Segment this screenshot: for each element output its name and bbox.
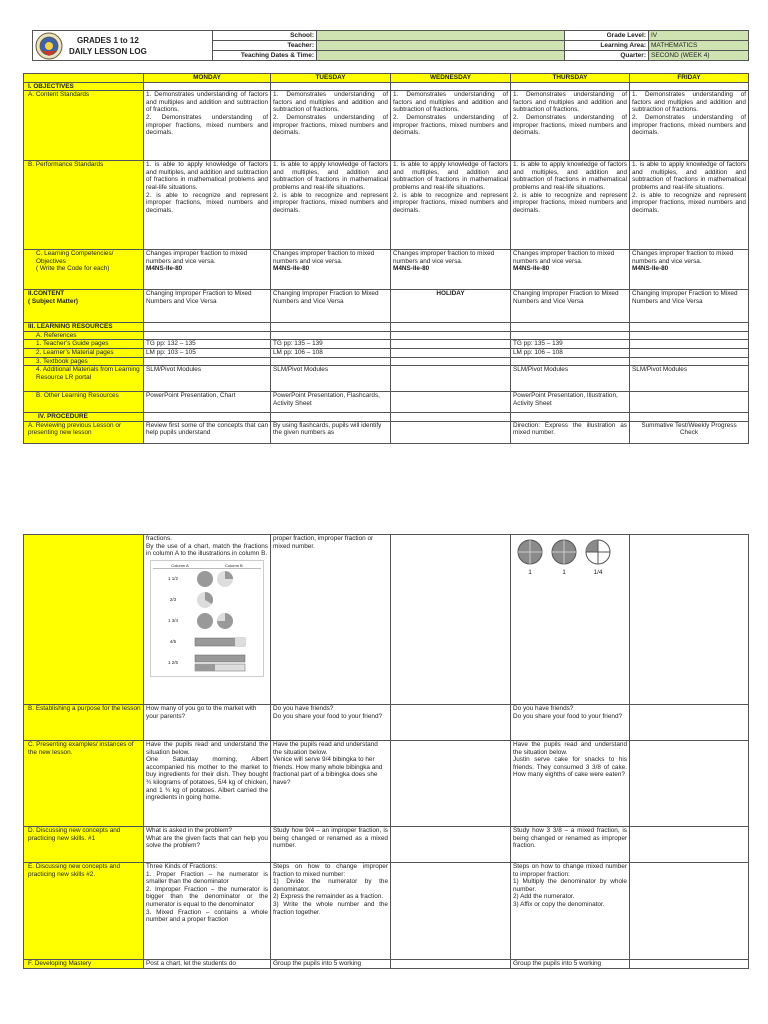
discuss1-thu: Study how 3 3/8 – a mixed fraction, is being changed or renamed as improper fraction. (511, 827, 630, 863)
bar-illustration (193, 635, 249, 649)
lm-wed (391, 348, 511, 357)
circle-label-1: 1 (528, 569, 532, 576)
presenting-thu: Have the pupils read and understand the situation below. Justin serve cake for snacks to his friends. They consumed 3 3/8 of cake. How many eighths of cake were eaten? (511, 741, 630, 827)
label-additional: 4. Additional Materials from Learning Resource LR portal (24, 366, 144, 392)
area-value: MATHEMATICS (649, 41, 749, 51)
mastery-fri (630, 960, 749, 969)
presenting-wed (391, 741, 511, 827)
header-title-cell (33, 31, 213, 61)
discuss1-wed (391, 827, 511, 863)
mastery-thu: Group the pupils into 5 working (511, 960, 630, 969)
presenting-tue: Have the pupils read and understand the situation below. Venice will serve 9/4 bibingka to her friends. How many whole bibingka and fractional part of a bibingka does she have? (271, 741, 391, 827)
label-content-standards: A. Content Standards (24, 91, 144, 161)
content-standards-fri: 1. Demonstrates understanding of factors and multiples and addition and subtraction of fractions. 2. Demonstrates understanding of improper fractions, mixed numbers and decimals. (630, 91, 749, 161)
header-table (32, 30, 749, 61)
performance-standards-thu: 1. is able to apply knowledge of factors and multiples, and addition and subtraction of fractions in mathematical problems and real-life situations. 2. is able to recognize and represent improper fractions, mixed numbers and decimals. (511, 161, 630, 250)
content-thu: Changing Improper Fraction to Mixed Numbers and Vice Versa (511, 290, 630, 323)
pie-illustration (193, 591, 249, 609)
review-cont-mon: fractions. By the use of a chart, match the fractions in column A to the illustrations in column B. Column A Column B 1 1/2 2/3 1 3/4 4/5 1 2/5 (144, 535, 271, 705)
label-discuss1: D. Discussing new concepts and practicing new skills. #1 (24, 827, 144, 863)
title-line-1: GRADES 1 to 12 (77, 35, 139, 45)
bar-pair-illustration (193, 654, 249, 672)
dates-value (317, 51, 565, 61)
label-purpose: B. Establishing a purpose for the lesson (24, 705, 144, 741)
grade-value: IV (649, 31, 749, 41)
discuss1-tue: Study how 9/4 – an improper fraction, is being changed or renamed as a mixed number. (271, 827, 391, 863)
review-tue: By using flashcards, pupils will identify the given numbers as (271, 421, 391, 443)
whole-circle-icon (517, 539, 543, 565)
additional-wed (391, 366, 511, 392)
chart-fraction-3: 1 3/4 (167, 618, 178, 624)
review-wed (391, 421, 511, 443)
lesson-log-table-page1 (23, 73, 749, 444)
pie-pair-illustration (193, 570, 249, 588)
additional-tue: SLM/Pivot Modules (271, 366, 391, 392)
label-mastery: F. Developing Mastery (24, 960, 144, 969)
day-header-thursday: THURSDAY (511, 74, 630, 83)
circle-label-3: 1/4 (593, 569, 603, 576)
content-standards-wed: 1. Demonstrates understanding of factors and multiples and addition and subtraction of fractions. 2. Demonstrates understanding of improper fractions, mixed numbers and decimals. (391, 91, 511, 161)
day-header-friday: FRIDAY (630, 74, 749, 83)
chart-column-b: Column B (225, 562, 243, 568)
performance-standards-wed: 1. is able to apply knowledge of factors and multiples, and addition and subtraction of fractions in mathematical problems and real-life situations. 2. is able to recognize and represent improper fractions, mixed numbers and decimals. (391, 161, 511, 250)
review-mon: Review first some of the concepts that can help pupils understand (144, 421, 271, 443)
competency-thu: Changes improper fraction to mixed numbers and vice versa. M4NS-IIe-80 (511, 250, 630, 290)
day-header-tuesday: TUESDAY (271, 74, 391, 83)
quarter-label: Quarter: (565, 51, 649, 61)
review-cont-fri (630, 535, 749, 705)
label-competencies: C. Learning Competencies/ Objectives ( Write the Code for each) (24, 250, 144, 290)
label-objectives: I. OBJECTIVES (24, 82, 144, 91)
review-thu: Direction: Express the illustration as mixed number. (511, 421, 630, 443)
chart-fraction-4: 4/5 (169, 639, 177, 645)
purpose-thu: Do you have friends? Do you share your food to your friend? (511, 705, 630, 741)
quarter-circle-icon (585, 539, 611, 565)
label-performance-standards: B. Performance Standards (24, 161, 144, 250)
content-mon: Changing Improper Fraction to Mixed Numbers and Vice Versa (144, 290, 271, 323)
label-references: A. References (24, 331, 144, 340)
label-discuss2: E. Discussing new concepts and practicing new skills #2. (24, 863, 144, 960)
review-cont-tue: proper fraction, improper fraction or mixed number. (271, 535, 391, 705)
performance-standards-mon: 1. is able to apply knowledge of factors and multiples, and addition and subtraction of fractions in mathematical problems and real-life situations. 2. is able to recognize and represent improper fractions, mixed numbers and decimals. (144, 161, 271, 250)
competency-mon: Changes improper fraction to mixed numbers and vice versa. M4NS-IIe-80 (144, 250, 271, 290)
presenting-fri (630, 741, 749, 827)
other-mon: PowerPoint Presentation, Chart (144, 392, 271, 413)
mastery-tue: Group the pupils into 5 working (271, 960, 391, 969)
grade-label: Grade Level: (565, 31, 649, 41)
whole-circle-icon-2 (551, 539, 577, 565)
content-standards-mon: 1. Demonstrates understanding of factors and multiples and addition and subtraction of fractions. 2. Demonstrates understanding of improper fractions, mixed numbers and decimals. (144, 91, 271, 161)
competency-tue: Changes improper fraction to mixed numbers and vice versa. M4NS-IIe-80 (271, 250, 391, 290)
review-cont-thu (511, 535, 630, 705)
discuss2-mon: Three Kinds of Fractions: 1. Proper Fraction – he numerator is smaller than the denominator 2. Improper Fraction – the numerator is bigger than the denominator or the numerator is equal to the denominator 3. Mixed Fraction – contains a whole number and a proper fraction (144, 863, 271, 960)
label-review-cont (24, 535, 144, 705)
discuss2-fri (630, 863, 749, 960)
deped-seal-icon (35, 32, 63, 60)
corner-cell (24, 74, 144, 83)
chart-column-a: Column A (171, 562, 189, 568)
school-value (317, 31, 565, 41)
review-fri: Summative Test/Weekly Progress Check (630, 421, 749, 443)
performance-standards-tue: 1. is able to apply knowledge of factors and multiples, and addition and subtraction of fractions in mathematical problems and real-life situations. 2. is able to recognize and represent improper fractions, mixed numbers and decimals. (271, 161, 391, 250)
tg-tue: TG pp: 135 – 139 (271, 340, 391, 349)
other-wed (391, 392, 511, 413)
matching-chart (150, 560, 264, 677)
other-fri (630, 392, 749, 413)
school-label: School: (213, 31, 317, 41)
chart-fraction-2: 2/3 (169, 597, 177, 603)
label-presenting: C. Presenting examples/ instances of the new lesson. (24, 741, 144, 827)
tg-wed (391, 340, 511, 349)
other-thu: PowerPoint Presentation, Illustration, Activity Sheet (511, 392, 630, 413)
day-header-monday: MONDAY (144, 74, 271, 83)
tg-thu: TG pp: 135 – 139 (511, 340, 630, 349)
chart-fraction-5: 1 2/5 (167, 660, 178, 666)
pie-pair-illustration-2 (193, 612, 249, 630)
label-procedure: IV. PROCEDURE (24, 413, 144, 422)
lm-fri (630, 348, 749, 357)
tg-mon: TG pp: 132 – 135 (144, 340, 271, 349)
circle-label-2: 1 (562, 569, 566, 576)
discuss1-fri (630, 827, 749, 863)
label-content: II.CONTENT ( Subject Matter) (24, 290, 144, 323)
content-standards-thu: 1. Demonstrates understanding of factors and multiples and addition and subtraction of fractions. 2. Demonstrates understanding of improper fractions, mixed numbers and decimals. (511, 91, 630, 161)
purpose-fri (630, 705, 749, 741)
tg-fri (630, 340, 749, 349)
purpose-mon: How many of you go to the market with your parents? (144, 705, 271, 741)
chart-fraction-1: 1 1/2 (167, 576, 178, 582)
lesson-log-table-page2 (23, 534, 749, 969)
content-fri: Changing Improper Fraction to Mixed Numbers and Vice Versa (630, 290, 749, 323)
content-standards-tue: 1. Demonstrates understanding of factors and multiples and addition and subtraction of fractions. 2. Demonstrates understanding of improper fractions, mixed numbers and decimals. (271, 91, 391, 161)
presenting-mon: Have the pupils read and understand the situation below. One Saturday morning, Albert accompanied his mother to the market to buy ingredients for their dish. They bought ¾ kilograms of potatoes, 5/4 kg of chicken, and 1 ¾ kg of potatoes. Albert carried the ingredients in going home. (144, 741, 271, 827)
dates-label: Teaching Dates & Time: (213, 51, 317, 61)
other-tue: PowerPoint Presentation, Flashcards, Activity Sheet (271, 392, 391, 413)
competency-fri: Changes improper fraction to mixed numbers and vice versa. M4NS-IIe-80 (630, 250, 749, 290)
label-textbook: 3. Textbook pages (24, 357, 144, 366)
teacher-label: Teacher: (213, 41, 317, 51)
label-resources: III. LEARNING RESOURCES (24, 323, 144, 332)
title-line-2: DAILY LESSON LOG (69, 46, 147, 56)
label-other: B. Other Learning Resources (24, 392, 144, 413)
discuss2-thu: Steps on how to change mixed number to improper fraction: 1) Multiply the denominator by whole number. 2) Add the numerator. 3) Affix or copy the denominator. (511, 863, 630, 960)
label-review: A. Reviewing previous Lesson or presenting new lesson (24, 421, 144, 443)
additional-thu: SLM/Pivot Modules (511, 366, 630, 392)
content-tue: Changing Improper Fraction to Mixed Numbers and Vice Versa (271, 290, 391, 323)
label-lm: 2. Learner’s Material pages (24, 348, 144, 357)
area-label: Learning Area: (565, 41, 649, 51)
mastery-mon: Post a chart, let the students do (144, 960, 271, 969)
review-cont-wed (391, 535, 511, 705)
lm-mon: LM pp: 103 – 105 (144, 348, 271, 357)
discuss1-mon: What is asked in the problem? What are the given facts that can help you solve the problem? (144, 827, 271, 863)
performance-standards-fri: 1. is able to apply knowledge of factors and multiples, and addition and subtraction of fractions in mathematical problems and real-life situations. 2. is able to recognize and represent improper fractions, mixed numbers and decimals. (630, 161, 749, 250)
additional-fri: SLM/Pivot Modules (630, 366, 749, 392)
competency-wed: Changes improper fraction to mixed numbers and vice versa. M4NS-IIe-80 (391, 250, 511, 290)
purpose-tue: Do you have friends? Do you share your food to your friend? (271, 705, 391, 741)
lm-tue: LM pp: 106 – 108 (271, 348, 391, 357)
discuss2-wed (391, 863, 511, 960)
purpose-wed (391, 705, 511, 741)
mastery-wed (391, 960, 511, 969)
lm-thu: LM pp: 106 – 108 (511, 348, 630, 357)
additional-mon: SLM/Pivot Modules (144, 366, 271, 392)
label-tg: 1. Teacher’s Guide pages (24, 340, 144, 349)
discuss2-tue: Steps on how to change improper fraction to mixed number: 1) Divide the numerator by the denominator. 2) Express the remainder as a fraction. 3) Write the whole number and the fraction together. (271, 863, 391, 960)
day-header-wednesday: WEDNESDAY (391, 74, 511, 83)
teacher-value (317, 41, 565, 51)
quarter-value: SECOND (WEEK 4) (649, 51, 749, 61)
content-wed: HOLIDAY (391, 290, 511, 323)
